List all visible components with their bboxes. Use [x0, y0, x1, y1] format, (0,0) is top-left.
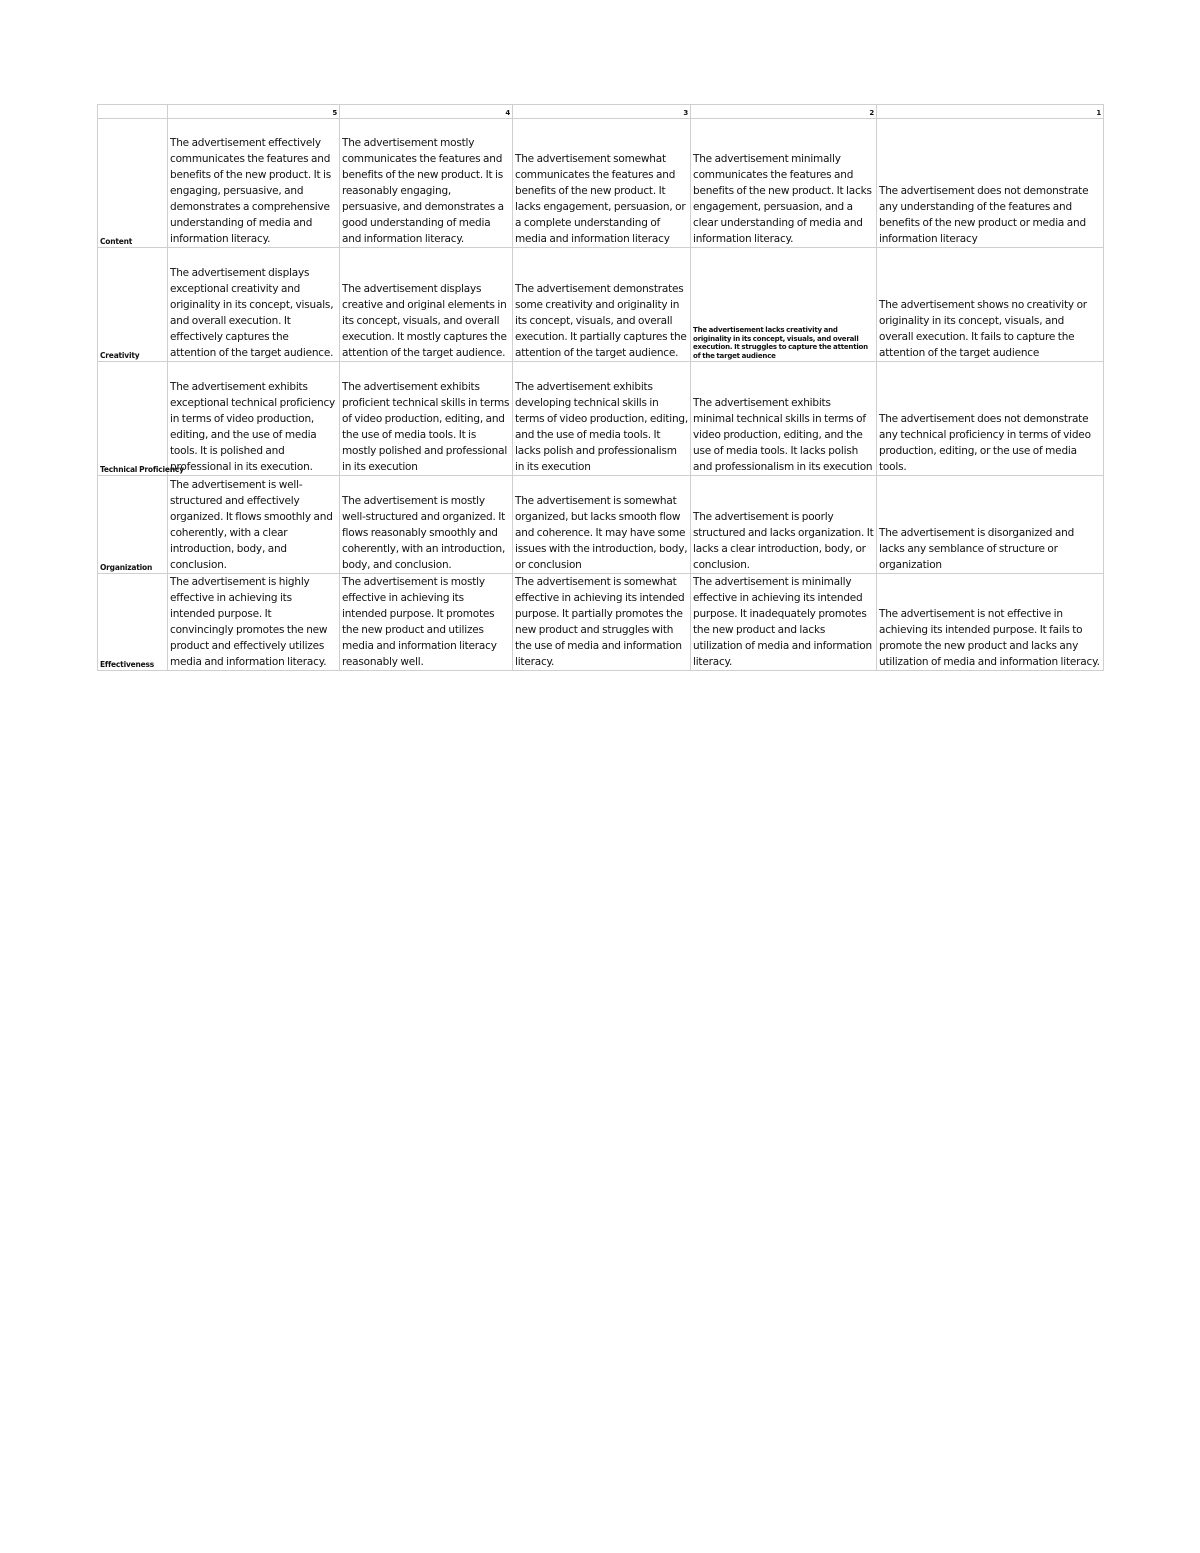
rubric-cell-content-3: The advertisement somewhat communicates the features and benefits of the new product. It lacks engagement, persuasion, or a complete understanding of media and information literacy	[513, 119, 691, 248]
rubric-row-organization	[98, 476, 1104, 574]
header-level-3: 3	[513, 105, 691, 119]
criterion-label: Content	[98, 119, 168, 248]
rubric-cell-organization-3: The advertisement is somewhat organized, but lacks smooth flow and coherence. It may have some issues with the introduction, body, or conclusion	[513, 476, 691, 574]
rubric-cell-organization-5: The advertisement is well-structured and effectively organized. It flows smoothly and coherently, with a clear introduction, body, and conclusion.	[168, 476, 340, 574]
rubric-cell-effectiveness-5: The advertisement is highly effective in achieving its intended purpose. It convincingly promotes the new product and effectively utilizes media and information literacy.	[168, 574, 340, 671]
rubric-cell-technical-2: The advertisement exhibits minimal technical skills in terms of video production, editing, and the use of media tools. It lacks polish and professionalism in its execution	[691, 362, 877, 476]
rubric-cell-effectiveness-4: The advertisement is mostly effective in achieving its intended purpose. It promotes the new product and utilizes media and information literacy reasonably well.	[340, 574, 513, 671]
rubric-cell-creativity-2: The advertisement lacks creativity and originality in its concept, visuals, and overall execution. It struggles to capture the attention of the target audience	[691, 248, 877, 362]
rubric-cell-organization-4: The advertisement is mostly well-structured and organized. It flows reasonably smoothly and coherently, with an introduction, body, and conclusion.	[340, 476, 513, 574]
rubric-cell-technical-4: The advertisement exhibits proficient technical skills in terms of video production, editing, and the use of media tools. It is mostly polished and professional in its execution	[340, 362, 513, 476]
rubric-cell-content-2: The advertisement minimally communicates the features and benefits of the new product. It lacks engagement, persuasion, and a clear understanding of media and information literacy.	[691, 119, 877, 248]
rubric-cell-creativity-4: The advertisement displays creative and original elements in its concept, visuals, and overall execution. It mostly captures the attention of the target audience.	[340, 248, 513, 362]
rubric-row-content	[98, 119, 1104, 248]
rubric-cell-creativity-5: The advertisement displays exceptional creativity and originality in its concept, visuals, and overall execution. It effectively captures the attention of the target audience.	[168, 248, 340, 362]
header-level-2: 2	[691, 105, 877, 119]
rubric-cell-content-5: The advertisement effectively communicates the features and benefits of the new product. It is engaging, persuasive, and demonstrates a comprehensive understanding of media and information literacy.	[168, 119, 340, 248]
criterion-label: Effectiveness	[98, 574, 168, 671]
rubric-row-effectiveness	[98, 574, 1104, 671]
criterion-label: Creativity	[98, 248, 168, 362]
rubric-cell-content-1: The advertisement does not demonstrate any understanding of the features and benefits of the new product or media and information literacy	[877, 119, 1104, 248]
rubric-cell-effectiveness-3: The advertisement is somewhat effective in achieving its intended purpose. It partially promotes the new product and struggles with the use of media and information literacy.	[513, 574, 691, 671]
rubric-cell-organization-1: The advertisement is disorganized and lacks any semblance of structure or organization	[877, 476, 1104, 574]
header-row	[98, 105, 1104, 119]
header-corner-cell	[98, 105, 168, 119]
criterion-label: Organization	[98, 476, 168, 574]
header-level-5: 5	[168, 105, 340, 119]
rubric-table	[97, 104, 1104, 671]
rubric-cell-effectiveness-1: The advertisement is not effective in achieving its intended purpose. It fails to promote the new product and lacks any utilization of media and information literacy.	[877, 574, 1104, 671]
rubric-cell-effectiveness-2: The advertisement is minimally effective in achieving its intended purpose. It inadequately promotes the new product and lacks utilization of media and information literacy.	[691, 574, 877, 671]
rubric-row-creativity	[98, 248, 1104, 362]
rubric-row-technical-proficiency	[98, 362, 1104, 476]
header-level-1: 1	[877, 105, 1104, 119]
rubric-cell-technical-3: The advertisement exhibits developing technical skills in terms of video production, editing, and the use of media tools. It lacks polish and professionalism in its execution	[513, 362, 691, 476]
rubric-cell-creativity-1: The advertisement shows no creativity or originality in its concept, visuals, and overall execution. It fails to capture the attention of the target audience	[877, 248, 1104, 362]
rubric-cell-content-4: The advertisement mostly communicates the features and benefits of the new product. It is reasonably engaging, persuasive, and demonstrates a good understanding of media and information literacy.	[340, 119, 513, 248]
criterion-label: Technical Proficiency	[98, 362, 168, 476]
rubric-cell-technical-5: The advertisement exhibits exceptional technical proficiency in terms of video production, editing, and the use of media tools. It is polished and professional in its execution.	[168, 362, 340, 476]
header-level-4: 4	[340, 105, 513, 119]
rubric-cell-organization-2: The advertisement is poorly structured and lacks organization. It lacks a clear introduction, body, or conclusion.	[691, 476, 877, 574]
rubric-sheet	[97, 104, 1103, 671]
rubric-cell-technical-1: The advertisement does not demonstrate any technical proficiency in terms of video production, editing, or the use of media tools.	[877, 362, 1104, 476]
rubric-cell-creativity-3: The advertisement demonstrates some creativity and originality in its concept, visuals, and overall execution. It partially captures the attention of the target audience.	[513, 248, 691, 362]
